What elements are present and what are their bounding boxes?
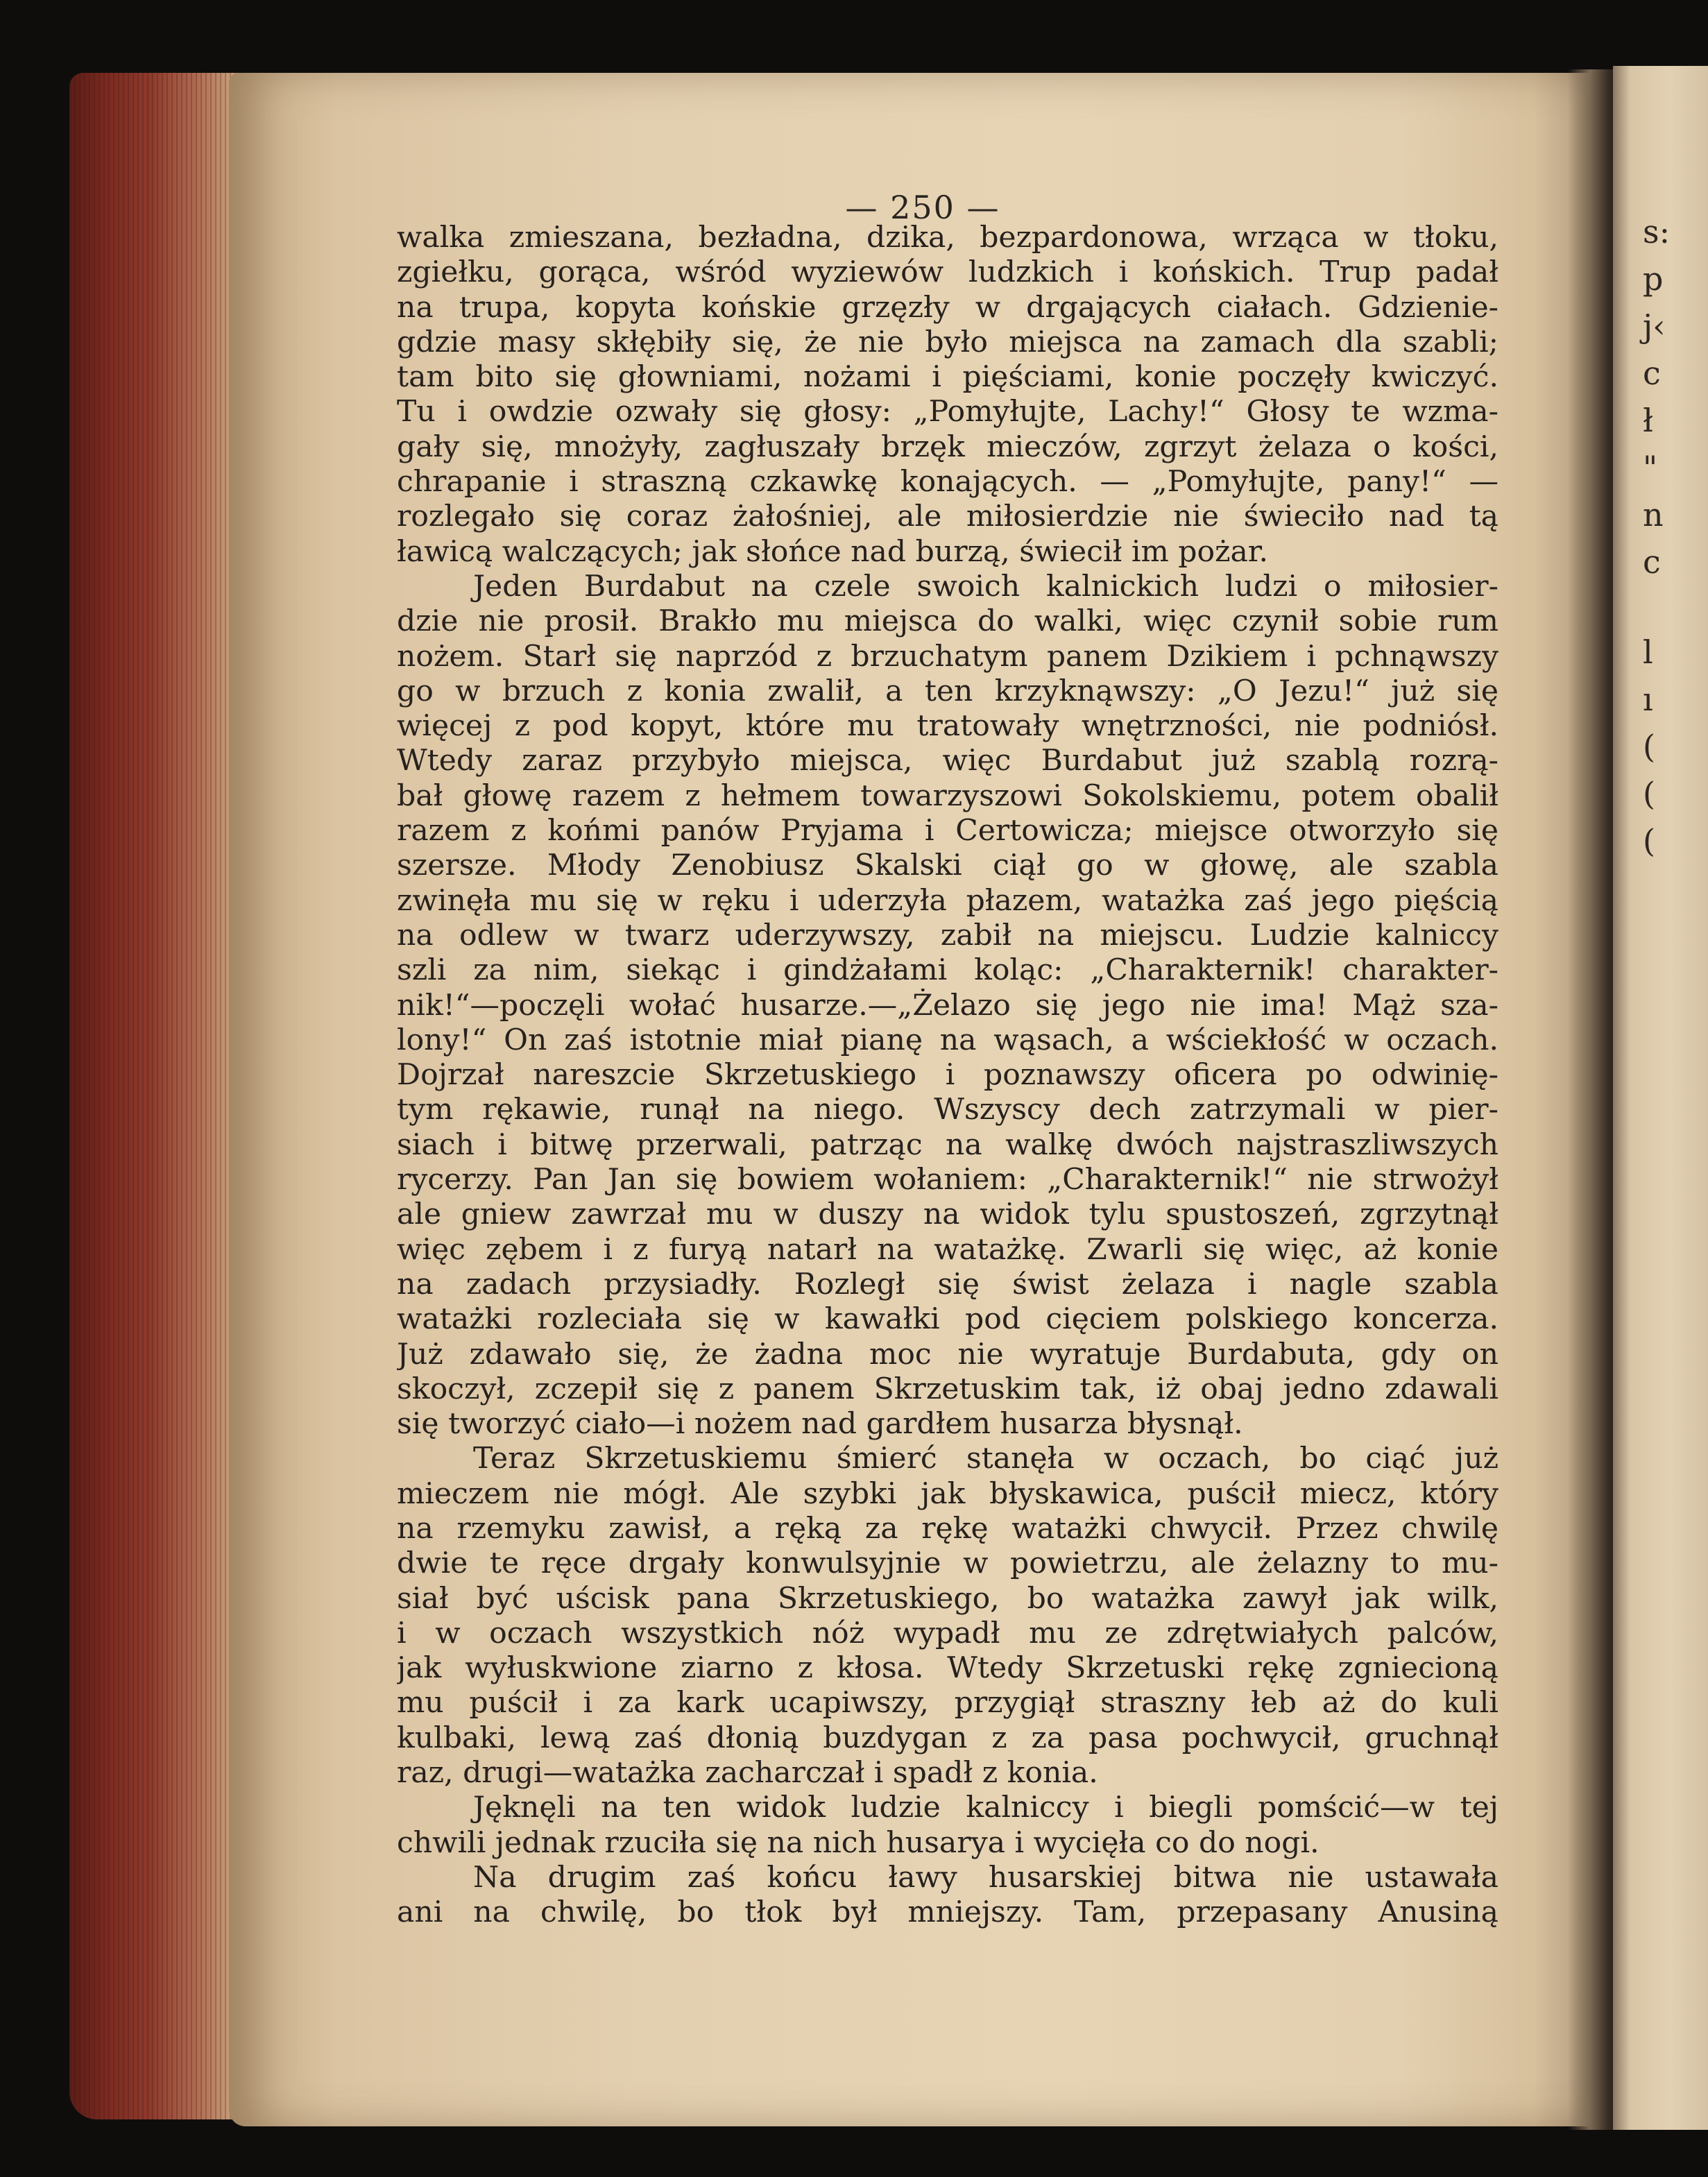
text-line: nik!“—poczęli wołać husarze.—„Żelazo się jego nie ima! Mąż sza- — [397, 988, 1498, 1023]
text-line: na zadach przysiadły. Rozległ się świst żelaza i nagle szabla — [397, 1267, 1498, 1301]
facing-page-fragment: " — [1643, 449, 1658, 486]
text-line: Tu i owdzie ozwały się głosy: „Pomyłujte, Lachy!“ Głosy te wzma- — [397, 395, 1498, 429]
facing-page-fragment: l — [1643, 633, 1653, 671]
text-line: siał być uścisk pana Skrzetuskiego, bo watażka zawył jak wilk, — [397, 1581, 1498, 1616]
text-line: dwie te ręce drgały konwulsyjnie w powietrzu, ale żelazny to mu- — [397, 1546, 1498, 1581]
text-line: Teraz Skrzetuskiemu śmierć stanęła w oczach, bo ciąć już — [473, 1442, 1498, 1476]
facing-page-fragment — [1643, 586, 1705, 629]
text-line: gdzie masy skłębiły się, że nie było miejsca na zamach dla szabli; — [397, 325, 1498, 359]
text-line: kulbaki, lewą zaś dłonią buzdygan z za pasa pochwycił, gruchnął — [397, 1721, 1498, 1755]
facing-page-fragment: s: — [1643, 213, 1671, 250]
text-line: Już zdawało się, że żadna moc nie wyratuje Burdabuta, gdy on — [397, 1337, 1498, 1372]
facing-page-fragment: ( — [1643, 775, 1655, 812]
text-line: ani na chwilę, bo tłok był mniejszy. Tam, przepasany Anusiną — [397, 1895, 1498, 1930]
text-line: ławicą walczących; jak słońce nad burzą, świecił im pożar. — [397, 534, 1268, 569]
text-line: się tworzyć ciało—i nożem nad gardłem husarza błysnął. — [397, 1407, 1243, 1442]
text-line: na odlew w twarz uderzywszy, zabił na miejscu. Ludzie kalniccy — [397, 918, 1498, 953]
text-line: go w brzuch z konia zwalił, a ten krzyknąwszy: „O Jezu!“ już się — [397, 674, 1498, 708]
facing-page-fragment: c — [1643, 543, 1661, 581]
book-gutter — [1568, 69, 1616, 2130]
page-number: — 250 — — [845, 189, 1000, 226]
text-line: Jeden Burdabut na czele swoich kalnickich ludzi o miłosier- — [473, 569, 1498, 604]
text-line: szersze. Młody Zenobiusz Skalski ciął go w głowę, ale szabla — [397, 848, 1498, 883]
facing-page-text-fragments — [1643, 208, 1705, 864]
text-line: ale gniew zawrzał mu w duszy na widok tylu spustoszeń, zgrzytnął — [397, 1197, 1498, 1232]
text-line: na rzemyku zawisł, a ręką za rękę watażki chwycił. Przez chwilę — [397, 1511, 1498, 1546]
facing-page-fragment: ( — [1643, 728, 1655, 765]
text-line: watażki rozleciała się w kawałki pod cięciem polskiego koncerza. — [397, 1302, 1498, 1337]
text-line: dzie nie prosił. Brakło mu miejsca do walki, więc czynił sobie rum — [397, 604, 1498, 639]
text-line: i w oczach wszystkich nóż wypadł mu ze zdrętwiałych palców, — [397, 1616, 1498, 1650]
text-line: Jęknęli na ten widok ludzie kalniccy i biegli pomścić—w tej — [473, 1791, 1498, 1825]
text-line: bał głowę razem z hełmem towarzyszowi Sokolskiemu, potem obalił — [397, 778, 1498, 813]
text-line: razem z końmi panów Pryjama i Certowicza; miejsce otworzyło się — [397, 814, 1498, 848]
page-stack-lines — [69, 73, 250, 2119]
text-line: tam bito się głowniami, nożami i pięściami, konie poczęły kwiczyć. — [397, 360, 1498, 395]
facing-page-fragment: p — [1643, 260, 1664, 298]
text-line: skoczył, zczepił się z panem Skrzetuskim tak, iż obaj jedno zdawali — [397, 1372, 1498, 1406]
facing-page-fragment: ł — [1643, 402, 1653, 439]
text-line: mieczem nie mógł. Ale szybki jak błyskawica, puścił miecz, który — [397, 1476, 1498, 1511]
page-text-body — [397, 221, 1498, 1931]
facing-page-fragment: j‹ — [1643, 307, 1666, 345]
text-line: rycerzy. Pan Jan się bowiem wołaniem: „Charakternik!“ nie strwożył — [397, 1163, 1498, 1197]
text-line: lony!“ On zaś istotnie miał pianę na wąsach, a wściekłość w oczach. — [397, 1023, 1498, 1057]
facing-page-fragment: c — [1643, 355, 1661, 392]
text-line: więcej z pod kopyt, które mu tratowały wnętrzności, nie podniósł. — [397, 709, 1498, 744]
text-line: zgiełku, gorąca, wśród wyziewów ludzkich i końskich. Trup padał — [397, 255, 1498, 290]
text-line: jak wyłuskwione ziarno z kłosa. Wtedy Skrzetuski rękę zgniecioną — [397, 1651, 1498, 1686]
text-line: nożem. Starł się naprzód z brzuchatym panem Dzikiem i pchnąwszy — [397, 639, 1498, 674]
text-line: szli za nim, siekąc i gindżałami koląc: „Charakternik! charakter- — [397, 953, 1498, 988]
text-line: więc zębem i z furyą natarł na watażkę. Zwarli się więc, aż konie — [397, 1232, 1498, 1267]
text-line: rozlegało się coraz żałośniej, ale miłosierdzie nie świeciło nad tą — [397, 500, 1498, 534]
text-line: Na drugim zaś końcu ławy husarskiej bitwa nie ustawała — [473, 1860, 1498, 1895]
text-line: tym rękawie, runął na niego. Wszyscy dech zatrzymali w pier- — [397, 1093, 1498, 1127]
text-line: na trupa, kopyta końskie grzęzły w drgających ciałach. Gdzienie- — [397, 290, 1498, 325]
text-line: chrapanie i straszną czkawkę konających. — „Pomyłujte, pany!“ — — [397, 465, 1498, 500]
text-line: gały się, mnożyły, zagłuszały brzęk mieczów, zgrzyt żelaza o kości, — [397, 429, 1498, 464]
text-line: chwili jednak rzuciła się na nich husarya i wycięła co do nogi. — [397, 1825, 1320, 1860]
facing-page-fragment: ( — [1643, 822, 1655, 860]
text-line: Wtedy zaraz przybyło miejsca, więc Burdabut już szablą rozrą- — [397, 744, 1498, 778]
text-line: raz, drugi—watażka zacharczał i spadł z konia. — [397, 1756, 1098, 1791]
text-line: Dojrzał nareszcie Skrzetuskiego i poznawszy oficera po odwinię- — [397, 1058, 1498, 1093]
facing-page-fragment: n — [1643, 496, 1664, 533]
text-line: zwinęła mu się w ręku i uderzyła płazem, watażka zaś jego pięścią — [397, 883, 1498, 918]
text-line: walka zmieszana, bezładna, dzika, bezpardonowa, wrząca w tłoku, — [397, 221, 1498, 255]
facing-page-fragment: ı — [1643, 681, 1653, 718]
text-line: siach i bitwę przerwali, patrząc na walkę dwóch najstraszliwszych — [397, 1127, 1498, 1162]
text-line: mu puścił i za kark ucapiwszy, przygiął straszny łeb aż do kuli — [397, 1686, 1498, 1721]
